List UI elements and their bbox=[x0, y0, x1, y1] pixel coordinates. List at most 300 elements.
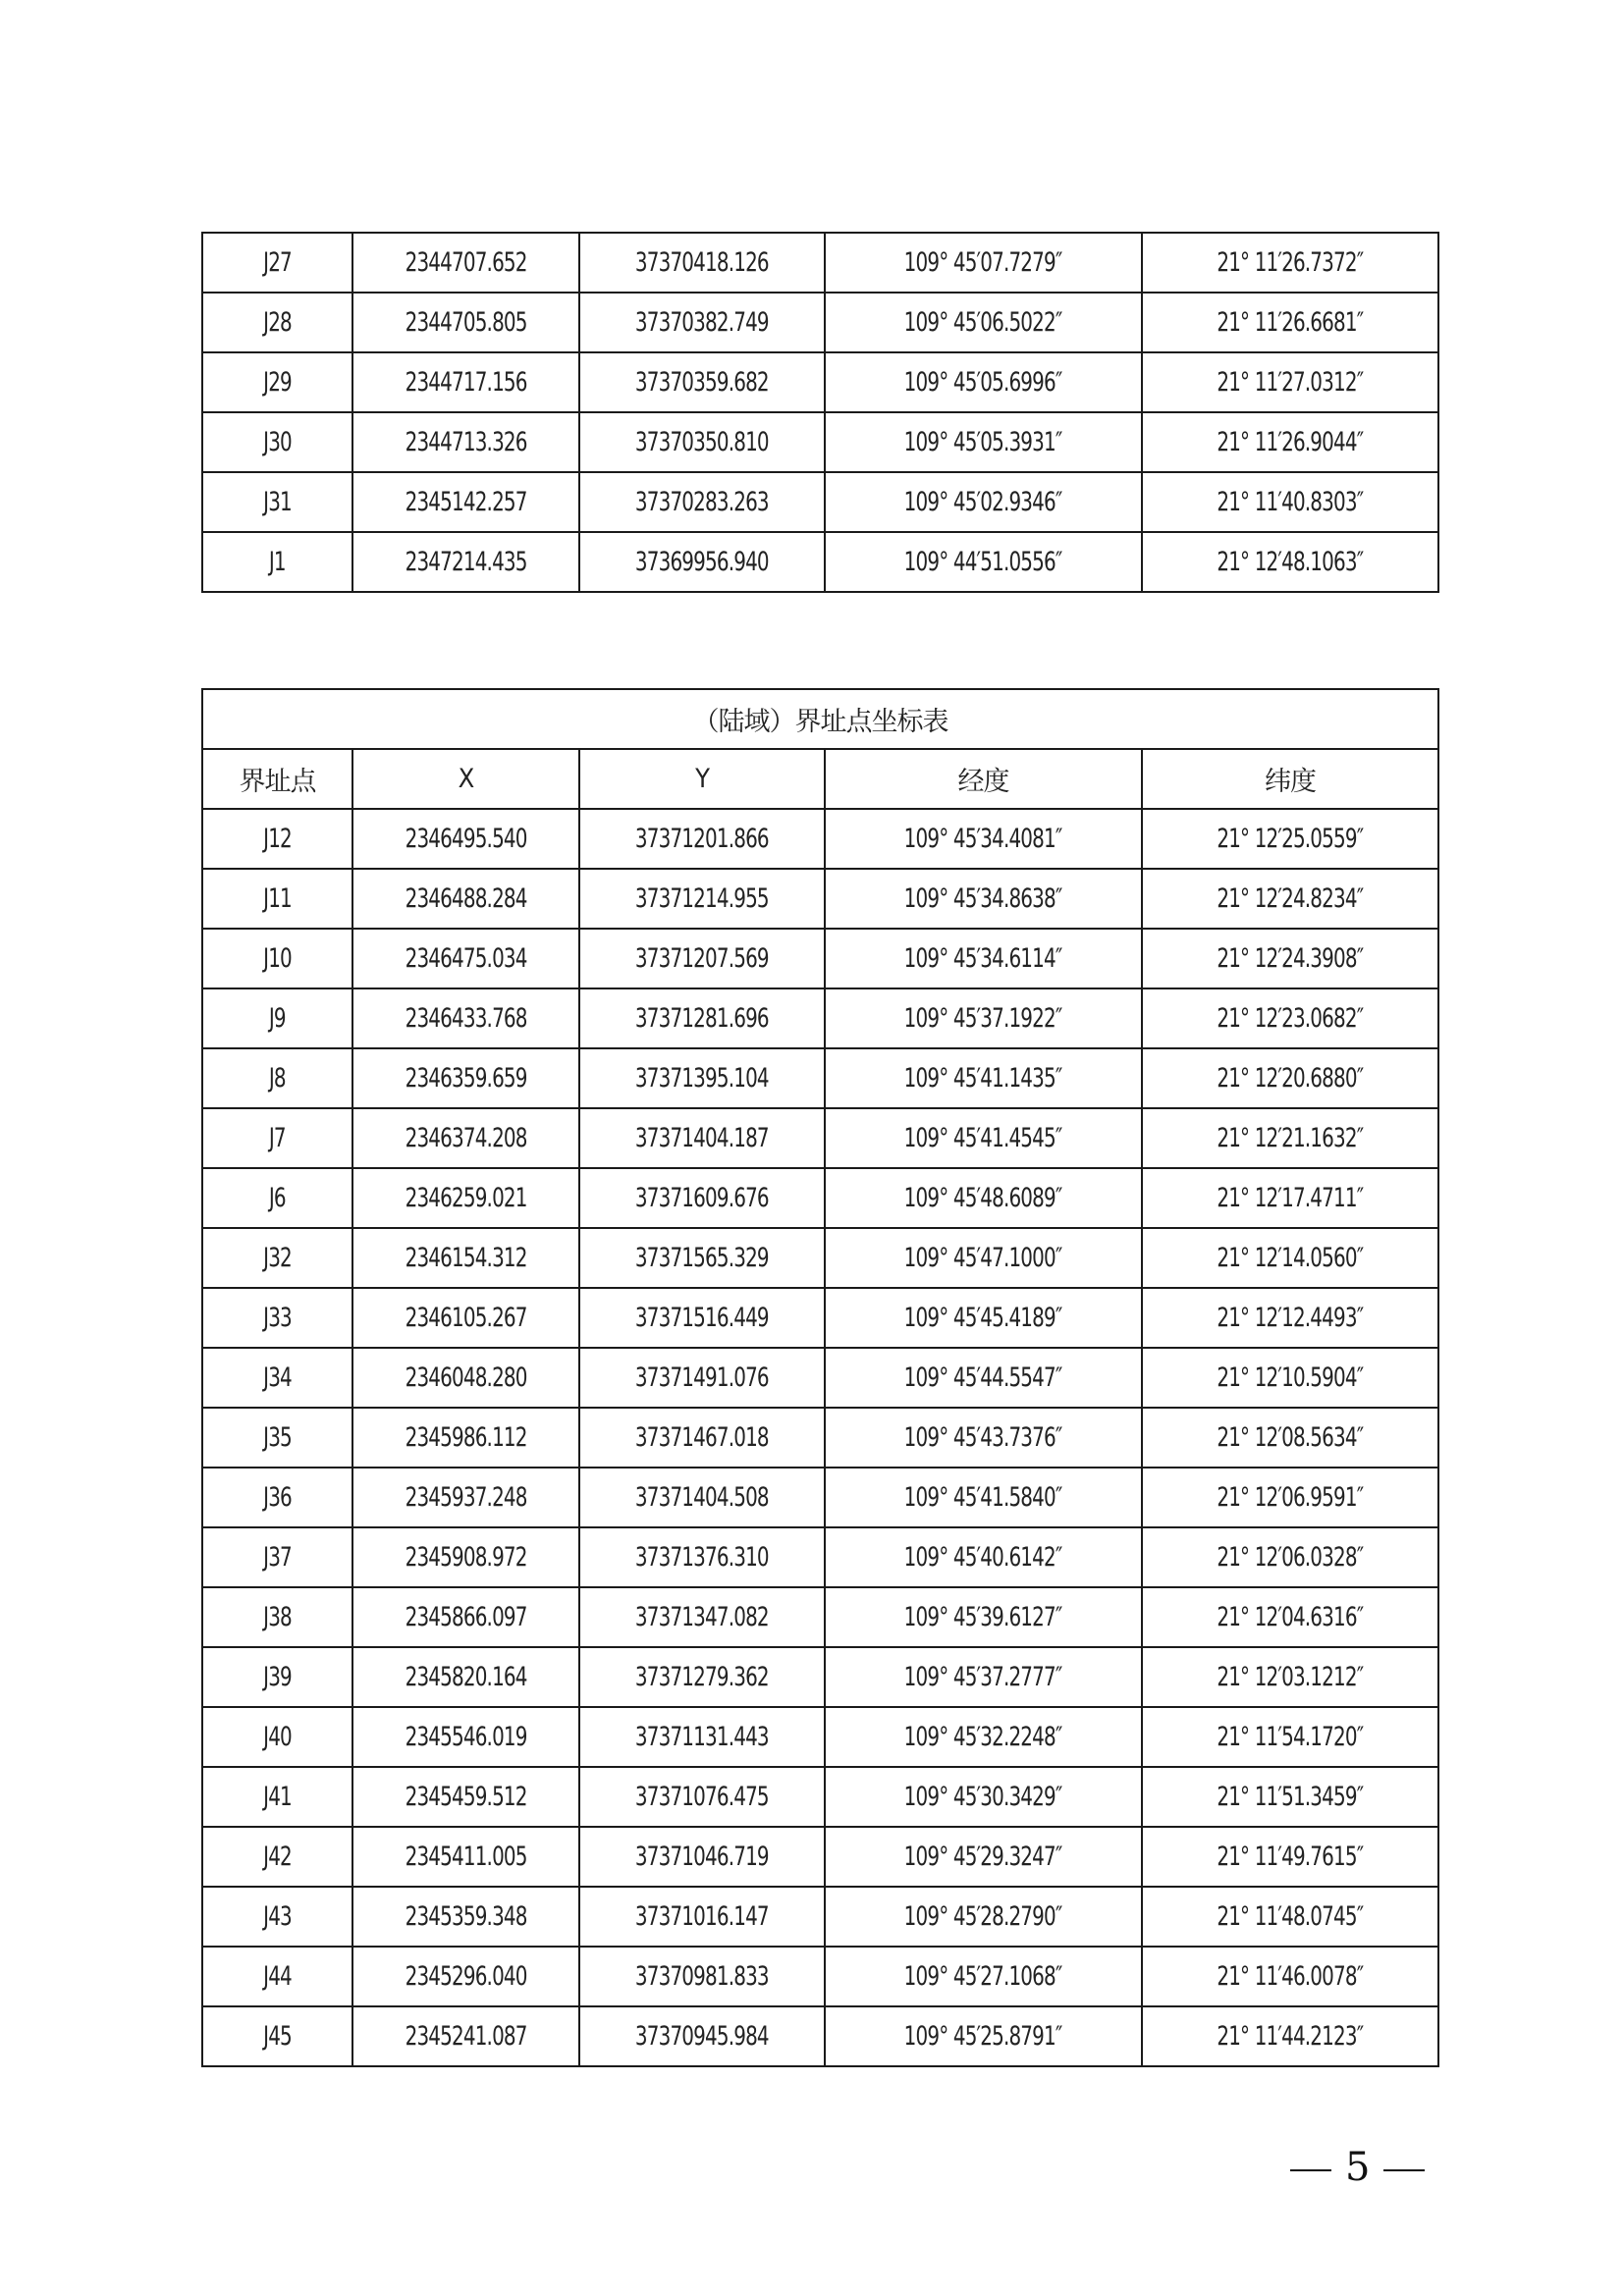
latitude-cell-text: 21° 11′26.9044″ bbox=[1217, 427, 1364, 457]
x-cell bbox=[352, 293, 579, 352]
longitude-cell-text: 109° 45′30.3429″ bbox=[904, 1782, 1062, 1812]
point-cell bbox=[202, 1288, 352, 1348]
y-cell-text: 37371207.569 bbox=[635, 943, 769, 974]
x-cell-text: 2346105.267 bbox=[405, 1303, 527, 1333]
x-cell-text: 2346048.280 bbox=[405, 1362, 527, 1393]
y-cell-text: 37371376.310 bbox=[635, 1542, 769, 1573]
point-cell bbox=[202, 1947, 352, 2006]
x-cell bbox=[352, 352, 579, 412]
point-cell bbox=[202, 1827, 352, 1887]
column-header-y: Y bbox=[579, 749, 825, 809]
latitude-cell-text: 21° 12′24.3908″ bbox=[1217, 943, 1364, 974]
y-cell-text: 37370283.263 bbox=[635, 487, 769, 517]
table2-body bbox=[202, 809, 1438, 2066]
y-cell-text: 37370945.984 bbox=[635, 2021, 769, 2052]
point-cell bbox=[202, 2006, 352, 2066]
longitude-cell bbox=[825, 1527, 1142, 1587]
y-cell bbox=[579, 1228, 825, 1288]
latitude-cell bbox=[1142, 1647, 1438, 1707]
latitude-cell bbox=[1142, 293, 1438, 352]
x-cell-text: 2346475.034 bbox=[405, 943, 527, 974]
point-cell-text: J8 bbox=[269, 1063, 286, 1094]
x-cell bbox=[352, 1887, 579, 1947]
latitude-cell-text: 21° 11′48.0745″ bbox=[1217, 1901, 1364, 1932]
table-row bbox=[202, 1468, 1438, 1527]
latitude-cell-text: 21° 11′49.7615″ bbox=[1217, 1842, 1364, 1872]
longitude-cell-text: 109° 45′32.2248″ bbox=[904, 1722, 1062, 1752]
point-cell-text: J35 bbox=[263, 1422, 292, 1453]
point-cell bbox=[202, 1887, 352, 1947]
point-cell-text: J36 bbox=[263, 1482, 292, 1513]
latitude-cell bbox=[1142, 1108, 1438, 1168]
latitude-cell bbox=[1142, 233, 1438, 293]
table-title: （陆域）界址点坐标表 bbox=[202, 689, 1438, 749]
longitude-cell-text: 109° 45′41.1435″ bbox=[904, 1063, 1062, 1094]
point-cell-text: J38 bbox=[263, 1602, 292, 1632]
x-cell bbox=[352, 1348, 579, 1408]
table-row bbox=[202, 2006, 1438, 2066]
latitude-cell bbox=[1142, 1527, 1438, 1587]
x-cell-text: 2345411.005 bbox=[405, 1842, 527, 1872]
latitude-cell bbox=[1142, 869, 1438, 929]
x-cell-text: 2345986.112 bbox=[405, 1422, 527, 1453]
table-row bbox=[202, 1827, 1438, 1887]
x-cell bbox=[352, 1228, 579, 1288]
y-cell bbox=[579, 293, 825, 352]
y-cell bbox=[579, 1767, 825, 1827]
y-cell bbox=[579, 809, 825, 869]
latitude-cell-text: 21° 11′40.8303″ bbox=[1217, 487, 1364, 517]
latitude-cell bbox=[1142, 352, 1438, 412]
latitude-cell-text: 21° 12′21.1632″ bbox=[1217, 1123, 1364, 1153]
y-cell-text: 37371281.696 bbox=[635, 1003, 769, 1034]
x-cell-text: 2346495.540 bbox=[405, 824, 527, 854]
x-cell-text: 2345908.972 bbox=[405, 1542, 527, 1573]
x-cell bbox=[352, 472, 579, 532]
y-cell-text: 37371201.866 bbox=[635, 824, 769, 854]
longitude-cell-text: 109° 45′48.6089″ bbox=[904, 1183, 1062, 1213]
x-cell-text: 2345459.512 bbox=[405, 1782, 527, 1812]
boundary-coordinates-table-continued bbox=[201, 232, 1439, 593]
latitude-cell bbox=[1142, 1048, 1438, 1108]
longitude-cell bbox=[825, 2006, 1142, 2066]
latitude-cell-text: 21° 12′23.0682″ bbox=[1217, 1003, 1364, 1034]
y-cell bbox=[579, 1048, 825, 1108]
y-cell-text: 37371016.147 bbox=[635, 1901, 769, 1932]
table-row bbox=[202, 1108, 1438, 1168]
latitude-cell-text: 21° 12′14.0560″ bbox=[1217, 1243, 1364, 1273]
latitude-cell bbox=[1142, 929, 1438, 988]
x-cell bbox=[352, 1048, 579, 1108]
latitude-cell-text: 21° 12′17.4711″ bbox=[1217, 1183, 1364, 1213]
point-cell-text: J45 bbox=[263, 2021, 292, 2052]
table-title-row bbox=[202, 689, 1438, 749]
point-cell bbox=[202, 988, 352, 1048]
point-cell-text: J30 bbox=[263, 427, 292, 457]
latitude-cell-text: 21° 11′26.7372″ bbox=[1217, 247, 1364, 278]
latitude-cell-text: 21° 12′03.1212″ bbox=[1217, 1662, 1364, 1692]
longitude-cell-text: 109° 45′28.2790″ bbox=[904, 1901, 1062, 1932]
x-cell-text: 2344705.805 bbox=[405, 307, 527, 338]
table-row bbox=[202, 929, 1438, 988]
latitude-cell bbox=[1142, 1767, 1438, 1827]
latitude-cell bbox=[1142, 1827, 1438, 1887]
latitude-cell-text: 21° 11′51.3459″ bbox=[1217, 1782, 1364, 1812]
x-cell-text: 2345866.097 bbox=[405, 1602, 527, 1632]
y-cell bbox=[579, 532, 825, 592]
longitude-cell-text: 109° 45′25.8791″ bbox=[904, 2021, 1062, 2052]
longitude-cell-text: 109° 45′27.1068″ bbox=[904, 1961, 1062, 1992]
longitude-cell-text: 109° 45′06.5022″ bbox=[904, 307, 1062, 338]
x-cell bbox=[352, 1767, 579, 1827]
longitude-cell bbox=[825, 1168, 1142, 1228]
longitude-cell bbox=[825, 1587, 1142, 1647]
longitude-cell bbox=[825, 1348, 1142, 1408]
point-cell bbox=[202, 412, 352, 472]
page-number bbox=[1276, 2145, 1438, 2190]
longitude-cell bbox=[825, 1048, 1142, 1108]
longitude-cell-text: 109° 45′02.9346″ bbox=[904, 487, 1062, 517]
longitude-cell bbox=[825, 412, 1142, 472]
table-row bbox=[202, 1408, 1438, 1468]
point-cell bbox=[202, 233, 352, 293]
latitude-cell-text: 21° 12′24.8234″ bbox=[1217, 883, 1364, 914]
x-cell-text: 2345820.164 bbox=[405, 1662, 527, 1692]
longitude-cell bbox=[825, 1767, 1142, 1827]
y-cell bbox=[579, 1168, 825, 1228]
x-cell bbox=[352, 929, 579, 988]
y-cell bbox=[579, 929, 825, 988]
y-cell-text: 37371404.187 bbox=[635, 1123, 769, 1153]
latitude-cell-text: 21° 12′04.6316″ bbox=[1217, 1602, 1364, 1632]
point-cell bbox=[202, 1048, 352, 1108]
y-cell-text: 37371516.449 bbox=[635, 1303, 769, 1333]
point-cell bbox=[202, 1767, 352, 1827]
longitude-cell-text: 109° 45′34.4081″ bbox=[904, 824, 1062, 854]
y-cell-text: 37371404.508 bbox=[635, 1482, 769, 1513]
point-cell-text: J41 bbox=[263, 1782, 292, 1812]
point-cell bbox=[202, 809, 352, 869]
latitude-cell bbox=[1142, 1887, 1438, 1947]
y-cell bbox=[579, 1707, 825, 1767]
x-cell bbox=[352, 1468, 579, 1527]
point-cell-text: J31 bbox=[263, 487, 292, 517]
x-cell-text: 2346488.284 bbox=[405, 883, 527, 914]
y-cell-text: 37369956.940 bbox=[635, 547, 769, 577]
point-cell bbox=[202, 1707, 352, 1767]
x-cell bbox=[352, 1647, 579, 1707]
table-row bbox=[202, 809, 1438, 869]
latitude-cell bbox=[1142, 1348, 1438, 1408]
x-cell bbox=[352, 233, 579, 293]
column-header-latitude: 纬度 bbox=[1142, 749, 1438, 809]
longitude-cell bbox=[825, 532, 1142, 592]
x-cell bbox=[352, 1947, 579, 2006]
y-cell bbox=[579, 1288, 825, 1348]
x-cell-text: 2346259.021 bbox=[405, 1183, 527, 1213]
x-cell-text: 2345359.348 bbox=[405, 1901, 527, 1932]
y-cell-text: 37371279.362 bbox=[635, 1662, 769, 1692]
longitude-cell bbox=[825, 293, 1142, 352]
longitude-cell bbox=[825, 1887, 1142, 1947]
table-row bbox=[202, 1767, 1438, 1827]
longitude-cell bbox=[825, 929, 1142, 988]
x-cell-text: 2344707.652 bbox=[405, 247, 527, 278]
table-row bbox=[202, 1647, 1438, 1707]
y-cell bbox=[579, 1408, 825, 1468]
y-cell-text: 37370359.682 bbox=[635, 367, 769, 398]
latitude-cell-text: 21° 12′12.4493″ bbox=[1217, 1303, 1364, 1333]
point-cell bbox=[202, 1108, 352, 1168]
y-cell bbox=[579, 1468, 825, 1527]
latitude-cell bbox=[1142, 412, 1438, 472]
y-cell-text: 37371214.955 bbox=[635, 883, 769, 914]
dash-left bbox=[1290, 2169, 1331, 2171]
latitude-cell bbox=[1142, 1408, 1438, 1468]
x-cell-text: 2345296.040 bbox=[405, 1961, 527, 1992]
longitude-cell bbox=[825, 869, 1142, 929]
y-cell-text: 37371347.082 bbox=[635, 1602, 769, 1632]
longitude-cell-text: 109° 45′40.6142″ bbox=[904, 1542, 1062, 1573]
y-cell bbox=[579, 1647, 825, 1707]
x-cell-text: 2347214.435 bbox=[405, 547, 527, 577]
point-cell-text: J29 bbox=[263, 367, 292, 398]
longitude-cell-text: 109° 45′05.3931″ bbox=[904, 427, 1062, 457]
longitude-cell bbox=[825, 1947, 1142, 2006]
point-cell-text: J44 bbox=[263, 1961, 292, 1992]
latitude-cell-text: 21° 11′44.2123″ bbox=[1217, 2021, 1364, 2052]
latitude-cell bbox=[1142, 1468, 1438, 1527]
x-cell bbox=[352, 1288, 579, 1348]
x-cell bbox=[352, 412, 579, 472]
latitude-cell bbox=[1142, 1707, 1438, 1767]
point-cell-text: J27 bbox=[263, 247, 292, 278]
longitude-cell-text: 109° 45′34.8638″ bbox=[904, 883, 1062, 914]
point-cell-text: J37 bbox=[263, 1542, 292, 1573]
latitude-cell bbox=[1142, 1228, 1438, 1288]
y-cell-text: 37371395.104 bbox=[635, 1063, 769, 1094]
longitude-cell bbox=[825, 352, 1142, 412]
x-cell bbox=[352, 1108, 579, 1168]
y-cell bbox=[579, 1827, 825, 1887]
y-cell-text: 37371609.676 bbox=[635, 1183, 769, 1213]
table-row bbox=[202, 233, 1438, 293]
x-cell-text: 2344713.326 bbox=[405, 427, 527, 457]
longitude-cell bbox=[825, 1827, 1142, 1887]
point-cell bbox=[202, 1228, 352, 1288]
longitude-cell-text: 109° 45′43.7376″ bbox=[904, 1422, 1062, 1453]
point-cell-text: J39 bbox=[263, 1662, 292, 1692]
x-cell-text: 2346154.312 bbox=[405, 1243, 527, 1273]
point-cell-text: J40 bbox=[263, 1722, 292, 1752]
longitude-cell-text: 109° 45′37.2777″ bbox=[904, 1662, 1062, 1692]
table-row bbox=[202, 293, 1438, 352]
land-boundary-coordinates-table bbox=[201, 688, 1439, 2067]
x-cell-text: 2346433.768 bbox=[405, 1003, 527, 1034]
longitude-cell bbox=[825, 988, 1142, 1048]
y-cell-text: 37371491.076 bbox=[635, 1362, 769, 1393]
point-cell bbox=[202, 1587, 352, 1647]
longitude-cell-text: 109° 45′41.4545″ bbox=[904, 1123, 1062, 1153]
y-cell-text: 37371131.443 bbox=[635, 1722, 769, 1752]
longitude-cell-text: 109° 45′45.4189″ bbox=[904, 1303, 1062, 1333]
point-cell bbox=[202, 532, 352, 592]
latitude-cell bbox=[1142, 809, 1438, 869]
longitude-cell-text: 109° 45′37.1922″ bbox=[904, 1003, 1062, 1034]
y-cell bbox=[579, 412, 825, 472]
table-row bbox=[202, 988, 1438, 1048]
latitude-cell bbox=[1142, 1587, 1438, 1647]
dash-right bbox=[1383, 2169, 1425, 2171]
latitude-cell-text: 21° 12′48.1063″ bbox=[1217, 547, 1364, 577]
latitude-cell bbox=[1142, 532, 1438, 592]
x-cell bbox=[352, 2006, 579, 2066]
longitude-cell bbox=[825, 809, 1142, 869]
table-row bbox=[202, 1168, 1438, 1228]
latitude-cell-text: 21° 11′46.0078″ bbox=[1217, 1961, 1364, 1992]
y-cell-text: 37370350.810 bbox=[635, 427, 769, 457]
x-cell-text: 2345546.019 bbox=[405, 1722, 527, 1752]
point-cell-text: J1 bbox=[269, 547, 286, 577]
latitude-cell bbox=[1142, 472, 1438, 532]
x-cell bbox=[352, 809, 579, 869]
point-cell bbox=[202, 1468, 352, 1527]
latitude-cell-text: 21° 12′06.9591″ bbox=[1217, 1482, 1364, 1513]
y-cell bbox=[579, 988, 825, 1048]
point-cell-text: J9 bbox=[269, 1003, 286, 1034]
point-cell bbox=[202, 352, 352, 412]
point-cell-text: J43 bbox=[263, 1901, 292, 1932]
latitude-cell-text: 21° 12′10.5904″ bbox=[1217, 1362, 1364, 1393]
y-cell bbox=[579, 1587, 825, 1647]
x-cell bbox=[352, 1527, 579, 1587]
x-cell bbox=[352, 532, 579, 592]
point-cell bbox=[202, 1647, 352, 1707]
table-row bbox=[202, 1707, 1438, 1767]
longitude-cell bbox=[825, 1228, 1142, 1288]
longitude-cell-text: 109° 45′07.7279″ bbox=[904, 247, 1062, 278]
table-row bbox=[202, 352, 1438, 412]
y-cell bbox=[579, 233, 825, 293]
y-cell-text: 37370382.749 bbox=[635, 307, 769, 338]
latitude-cell bbox=[1142, 1168, 1438, 1228]
x-cell-text: 2346374.208 bbox=[405, 1123, 527, 1153]
longitude-cell-text: 109° 45′41.5840″ bbox=[904, 1482, 1062, 1513]
longitude-cell bbox=[825, 1707, 1142, 1767]
point-cell-text: J10 bbox=[263, 943, 292, 974]
point-cell bbox=[202, 1348, 352, 1408]
column-header-x: X bbox=[352, 749, 579, 809]
point-cell-text: J6 bbox=[269, 1183, 286, 1213]
table-row bbox=[202, 1527, 1438, 1587]
table1-body bbox=[202, 233, 1438, 592]
x-cell bbox=[352, 869, 579, 929]
column-header-longitude: 经度 bbox=[825, 749, 1142, 809]
latitude-cell bbox=[1142, 1288, 1438, 1348]
table-row bbox=[202, 1048, 1438, 1108]
y-cell bbox=[579, 472, 825, 532]
table-row bbox=[202, 1587, 1438, 1647]
longitude-cell-text: 109° 45′05.6996″ bbox=[904, 367, 1062, 398]
table-row bbox=[202, 1228, 1438, 1288]
latitude-cell-text: 21° 12′20.6880″ bbox=[1217, 1063, 1364, 1094]
x-cell-text: 2346359.659 bbox=[405, 1063, 527, 1094]
y-cell bbox=[579, 1947, 825, 2006]
y-cell-text: 37371565.329 bbox=[635, 1243, 769, 1273]
point-cell bbox=[202, 869, 352, 929]
point-cell-text: J33 bbox=[263, 1303, 292, 1333]
latitude-cell-text: 21° 12′25.0559″ bbox=[1217, 824, 1364, 854]
latitude-cell-text: 21° 11′27.0312″ bbox=[1217, 367, 1364, 398]
x-cell bbox=[352, 1587, 579, 1647]
x-cell bbox=[352, 1168, 579, 1228]
longitude-cell bbox=[825, 233, 1142, 293]
y-cell bbox=[579, 1348, 825, 1408]
point-cell bbox=[202, 1408, 352, 1468]
x-cell-text: 2345142.257 bbox=[405, 487, 527, 517]
latitude-cell-text: 21° 12′06.0328″ bbox=[1217, 1542, 1364, 1573]
y-cell-text: 37371467.018 bbox=[635, 1422, 769, 1453]
y-cell bbox=[579, 2006, 825, 2066]
x-cell bbox=[352, 988, 579, 1048]
table-row bbox=[202, 412, 1438, 472]
x-cell-text: 2345937.248 bbox=[405, 1482, 527, 1513]
y-cell bbox=[579, 1527, 825, 1587]
page-number-value: 5 bbox=[1345, 2145, 1371, 2190]
longitude-cell-text: 109° 44′51.0556″ bbox=[904, 547, 1062, 577]
longitude-cell-text: 109° 45′39.6127″ bbox=[904, 1602, 1062, 1632]
x-cell bbox=[352, 1827, 579, 1887]
latitude-cell bbox=[1142, 988, 1438, 1048]
latitude-cell bbox=[1142, 1947, 1438, 2006]
longitude-cell bbox=[825, 1647, 1142, 1707]
y-cell bbox=[579, 1887, 825, 1947]
point-cell-text: J7 bbox=[269, 1123, 286, 1153]
longitude-cell bbox=[825, 472, 1142, 532]
y-cell bbox=[579, 1108, 825, 1168]
y-cell-text: 37371046.719 bbox=[635, 1842, 769, 1872]
point-cell bbox=[202, 1527, 352, 1587]
longitude-cell bbox=[825, 1468, 1142, 1527]
point-cell bbox=[202, 293, 352, 352]
y-cell bbox=[579, 352, 825, 412]
table-header-row bbox=[202, 749, 1438, 809]
x-cell bbox=[352, 1707, 579, 1767]
table-row bbox=[202, 1348, 1438, 1408]
longitude-cell bbox=[825, 1408, 1142, 1468]
latitude-cell-text: 21° 11′54.1720″ bbox=[1217, 1722, 1364, 1752]
column-header-point: 界址点 bbox=[202, 749, 352, 809]
longitude-cell-text: 109° 45′44.5547″ bbox=[904, 1362, 1062, 1393]
point-cell-text: J42 bbox=[263, 1842, 292, 1872]
x-cell-text: 2344717.156 bbox=[405, 367, 527, 398]
y-cell-text: 37370418.126 bbox=[635, 247, 769, 278]
table-row bbox=[202, 869, 1438, 929]
latitude-cell bbox=[1142, 2006, 1438, 2066]
longitude-cell-text: 109° 45′34.6114″ bbox=[904, 943, 1062, 974]
point-cell-text: J28 bbox=[263, 307, 292, 338]
point-cell-text: J34 bbox=[263, 1362, 292, 1393]
table-row bbox=[202, 1947, 1438, 2006]
longitude-cell bbox=[825, 1108, 1142, 1168]
point-cell-text: J11 bbox=[263, 883, 292, 914]
table-row bbox=[202, 1288, 1438, 1348]
y-cell bbox=[579, 869, 825, 929]
latitude-cell-text: 21° 12′08.5634″ bbox=[1217, 1422, 1364, 1453]
y-cell-text: 37370981.833 bbox=[635, 1961, 769, 1992]
table-row bbox=[202, 532, 1438, 592]
table-row bbox=[202, 472, 1438, 532]
